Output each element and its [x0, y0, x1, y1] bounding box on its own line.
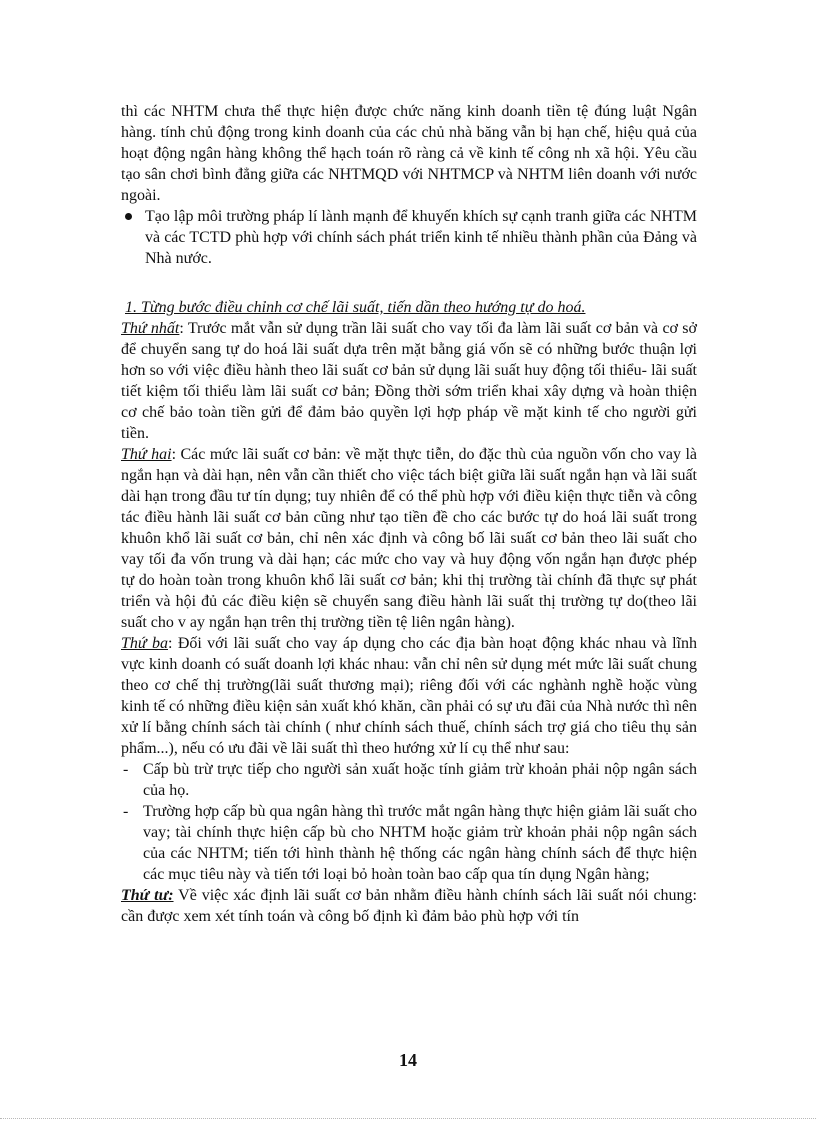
dash-item-text: Cấp bù trừ trực tiếp cho người sản xuất hoặc tính giảm trừ khoản phải nộp ngân sách của họ.	[143, 761, 697, 799]
bullet-item	[121, 206, 697, 269]
paragraph-third-text: : Đối với lãi suất cho vay áp dụng cho các địa bàn hoạt động khác nhau và lĩnh vực kinh doanh có suất doanh lợi khác nhau: vẫn chỉ nên sử dụng mét mức lãi suất chung theo cơ chế thị trường(lãi suất thương mại); riêng đối với các nghành nghề hoặc vùng kinh tế có những điều kiện sản xuất khó khăn, cần phải có sự ưu đãi của Nhà nước thì nên xử lí bằng chính sách tài chính ( như chính sách thuế, chính sách trợ giá cho tiêu thụ sản phẩm...), nếu có ưu đãi về lãi suất thì theo hướng xử lí cụ thể như sau:	[121, 635, 697, 757]
paragraph-first	[121, 318, 697, 444]
section-heading: 1. Từng bước điều chỉnh cơ chế lãi suất, tiến dần theo hướng tự do hoá.	[125, 299, 586, 316]
paragraph-fourth	[121, 885, 697, 927]
paragraph-second	[121, 444, 697, 633]
paragraph-first-text: : Trước mắt vẫn sử dụng trần lãi suất cho vay tối đa làm lãi suất cơ bản và cơ sở để chuyển sang tự do hoá lãi suất dựa trên mặt bằng giá vốn sẽ có những bước thuận lợi hơn so với việc điều hành theo lãi suất cơ bản sử dụng lãi suất huy động tối thiểu- lãi suất tiết kiệm tối thiểu làm lãi suất cơ bản; Đồng thời sớm triển khai xây dựng và hoàn thiện cơ chế bảo toàn tiền gửi để đảm bảo quyền lợi hợp pháp về mặt kinh tế cho người gửi tiền.	[121, 320, 697, 442]
paragraph-fourth-text: Về việc xác định lãi suất cơ bản nhằm điều hành chính sách lãi suất nói chung: cần được xem xét tính toán và công bố định kì đảm bảo phù hợp với tín	[121, 887, 697, 925]
dash-marker: -	[123, 761, 129, 778]
paragraph-third	[121, 633, 697, 759]
paragraph-third-lead: Thứ ba	[121, 635, 168, 652]
paragraph-second-text: : Các mức lãi suất cơ bản: về mặt thực tiễn, do đặc thù của nguồn vốn cho vay là ngắn hạn và dài hạn, nên vẫn cần thiết cho việc tách biệt giữa lãi suất ngắn hạn và lãi suất dài hạn trong đầu tư tín dụng; tuy nhiên để có thể phù hợp với điều kiện thực tiễn và công tác điều hành lãi suất cơ bản cũng như tạo tiền đề cho các bước tự do hoá lãi suất trong khuôn khổ lãi suất cơ bản, chỉ nên xác định và công bố lãi suất cơ bản theo lãi suất cho vay tối đa vốn trung và dài hạn; các mức cho vay và huy động vốn ngắn hạn được phép tự do hoàn toàn trong khuôn khổ lãi suất cơ bản; khi thị trường tài chính đã thực sự phát triển và hội đủ các điều kiện sẽ chuyển sang điều hành lãi suất thị trường tự do(theo lãi suất cho v ay ngắn hạn trên thị trường tiền tệ liên ngân hàng).	[121, 446, 697, 631]
bullet-text: Tạo lập môi trường pháp lí lành mạnh để khuyến khích sự cạnh tranh giữa các NHTM và các TCTD phù hợp với chính sách phát triển kinh tế nhiều thành phần của Đảng và Nhà nước.	[145, 208, 697, 267]
paragraph-first-lead: Thứ nhất	[121, 320, 180, 337]
dash-item	[121, 801, 697, 885]
paragraph-second-lead: Thứ hai	[121, 446, 172, 463]
page-content	[121, 101, 697, 927]
dash-marker: -	[123, 803, 129, 820]
bullet-dot-icon	[125, 213, 132, 220]
dash-item	[121, 759, 697, 801]
dash-item-text: Trường hợp cấp bù qua ngân hàng thì trước mắt ngân hàng thực hiện giảm lãi suất cho vay; tài chính thực hiện cấp bù cho NHTM hoặc giảm trừ khoản phải nộp ngân sách của các NHTM; tiến tới hình thành hệ thống các ngân hàng chính sách để thực hiện các mục tiêu này và tiến tới loại bỏ hoàn toàn bao cấp qua tín dụng Ngân hàng;	[143, 803, 697, 883]
page-number: 14	[399, 1050, 417, 1070]
page-bottom-divider	[0, 1118, 816, 1119]
intro-paragraph: thì các NHTM chưa thể thực hiện được chức năng kinh doanh tiền tệ đúng luật Ngân hàng. tính chủ động trong kinh doanh của các chủ nhà băng vẫn bị hạn chế, hiệu quả của hoạt động ngân hàng không thể hạch toán rõ ràng cả về kinh tế công nh xã hội. Yêu cầu tạo sân chơi bình đẳng giữa các NHTMQD với NHTMCP và NHTM liên doanh với nước ngoài.	[121, 103, 697, 204]
paragraph-fourth-lead: Thứ tư:	[121, 887, 174, 904]
